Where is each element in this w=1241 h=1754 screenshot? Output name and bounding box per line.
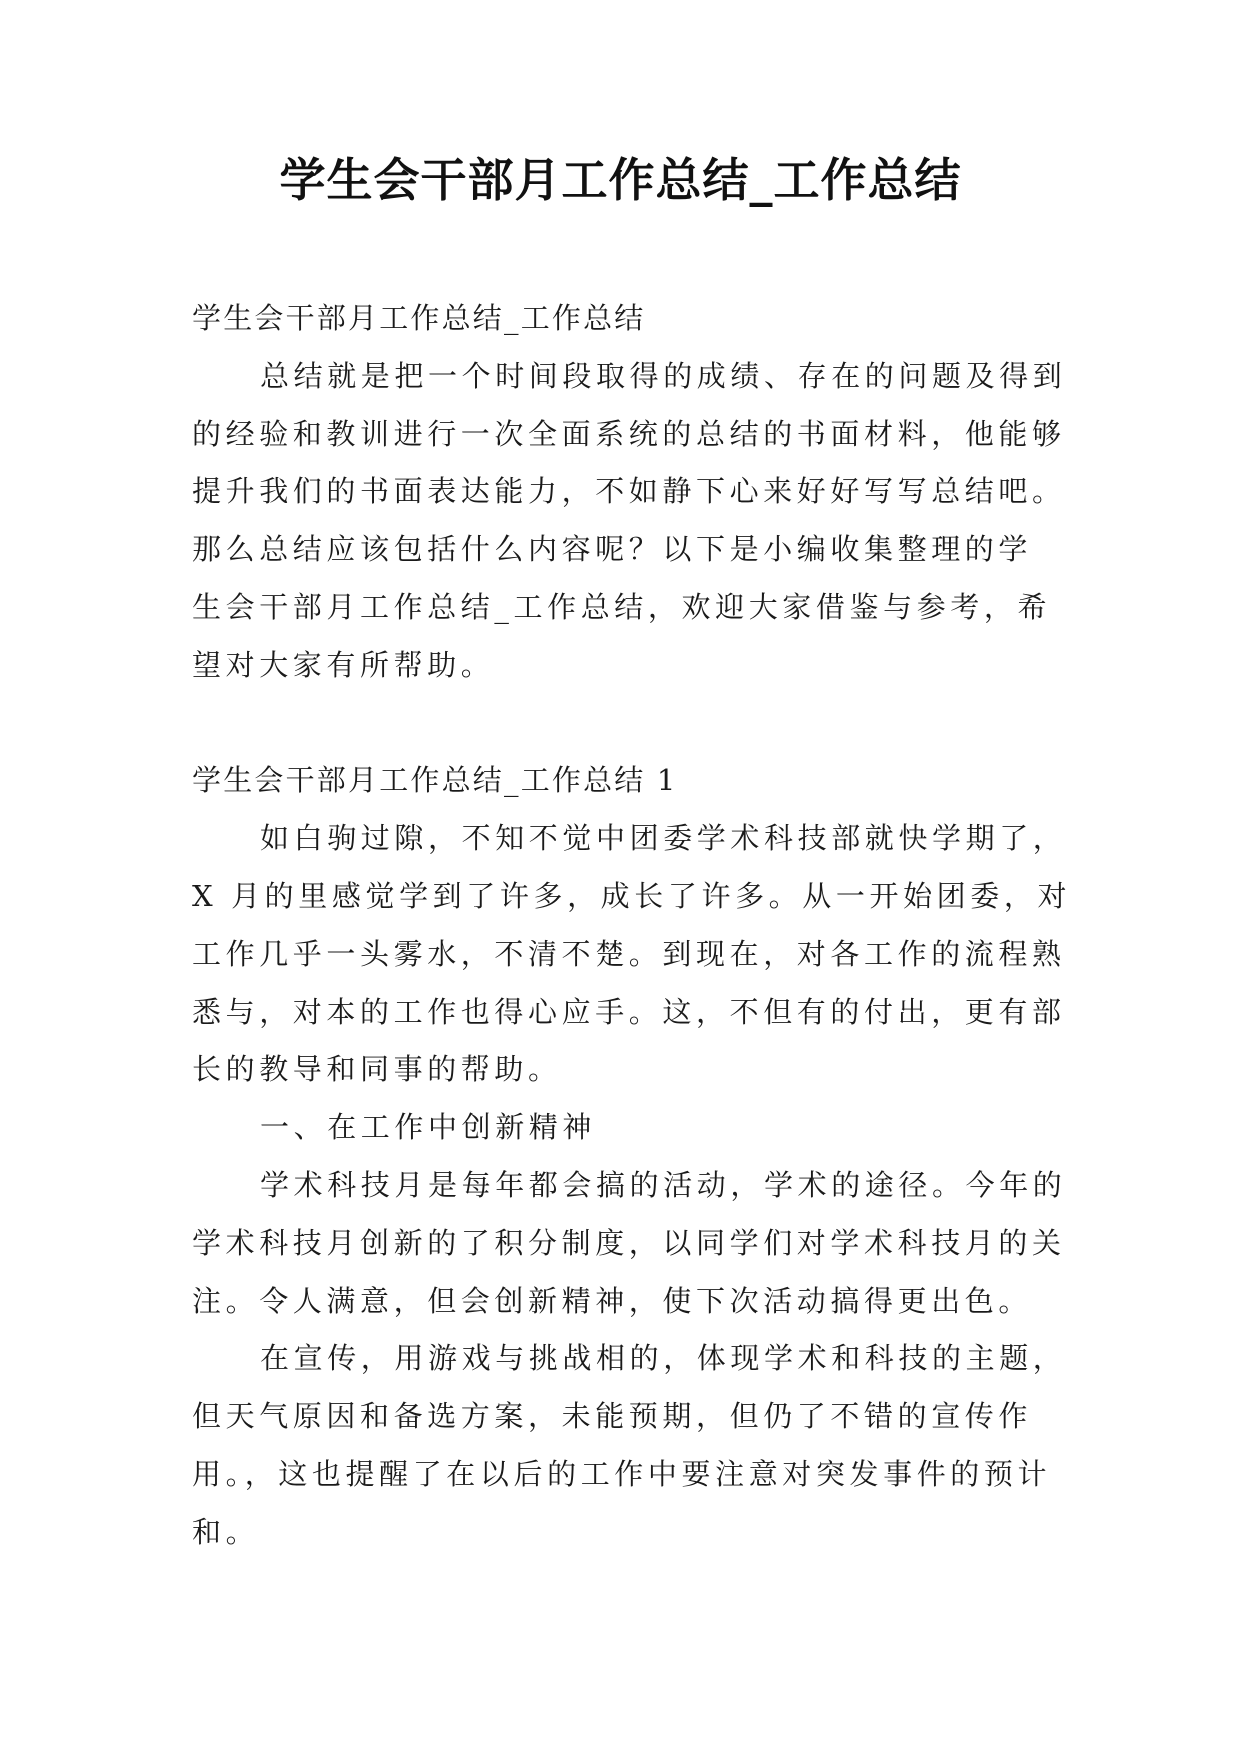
section-line: 但天气原因和备选方案，未能预期，但仍了不错的宣传作: [192, 1399, 1033, 1434]
intro-line: 的经验和教训进行一次全面系统的总结的书面材料，他能够: [192, 416, 1066, 451]
intro-line: 总结就是把一个时间段取得的成绩、存在的问题及得到: [260, 358, 1067, 393]
intro-line: 那么总结应该包括什么内容呢？以下是小编收集整理的学: [192, 532, 1033, 567]
intro-heading: 学生会干部月工作总结_工作总结: [192, 301, 646, 335]
section-line: 在宣传，用游戏与挑战相的，体现学术和科技的主题，: [260, 1341, 1067, 1376]
intro-line: 生会干部月工作总结_工作总结，欢迎大家借鉴与参考，希: [192, 589, 1052, 624]
section-line: 学术科技月创新的了积分制度，以同学们对学术科技月的关: [192, 1225, 1066, 1260]
intro-line: 提升我们的书面表达能力，不如静下心来好好写写总结吧。: [192, 474, 1066, 509]
document-title: 学生会干部月工作总结_工作总结: [279, 153, 962, 207]
section-line: 长的教导和同事的帮助。: [192, 1052, 562, 1087]
section-subheading: 一、在工作中创新精神: [260, 1110, 597, 1145]
document-body: [192, 290, 1072, 1562]
section-line: 注。令人满意，但会创新精神，使下次活动搞得更出色。: [192, 1283, 1033, 1318]
section-heading: 学生会干部月工作总结_工作总结 1: [192, 763, 678, 798]
section-line: 和。: [192, 1514, 260, 1549]
section-line: 工作几乎一头雾水，不清不楚。到现在，对各工作的流程熟: [192, 936, 1066, 971]
section-line: 悉与，对本的工作也得心应手。这，不但有的付出，更有部: [192, 994, 1066, 1029]
section-line: 如白驹过隙，不知不觉中团委学术科技部就快学期了，: [260, 821, 1067, 856]
section-line: X 月的里感觉学到了许多，成长了许多。从一开始团委，对: [192, 878, 1072, 913]
paragraph-spacer: [192, 695, 1072, 753]
intro-line: 望对大家有所帮助。: [192, 647, 495, 682]
section-line: 学术科技月是每年都会搞的活动，学术的途径。今年的: [260, 1167, 1067, 1202]
section-line: 用。，这也提醒了在以后的工作中要注意对突发事件的预计: [192, 1456, 1052, 1491]
